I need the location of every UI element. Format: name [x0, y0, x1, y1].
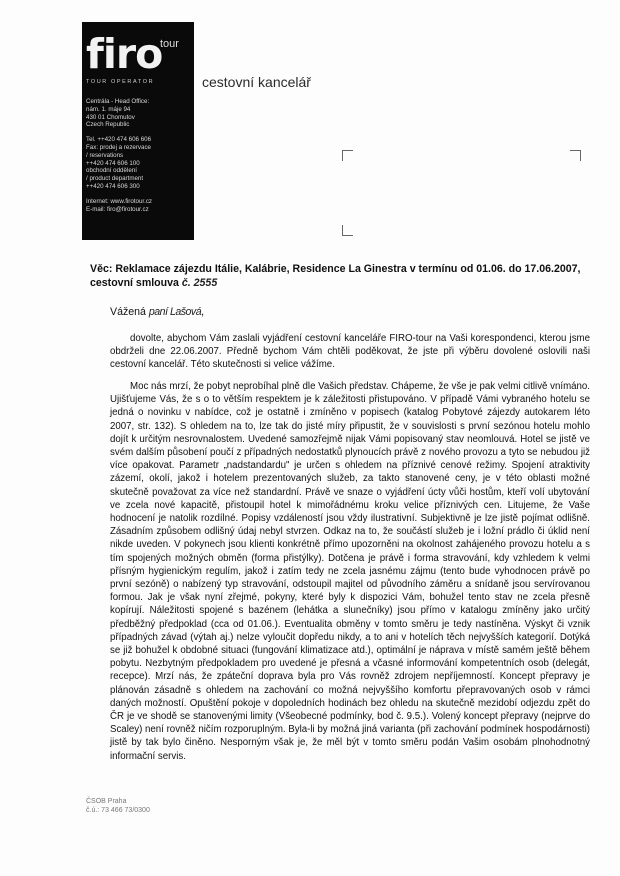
contact-info-spacer — [86, 129, 192, 136]
address-window-corner-mark — [570, 150, 581, 161]
contact-info-line: E-mail: firo@firotour.cz — [86, 205, 149, 213]
contact-info-line: nám. 1. máje 94 — [86, 105, 131, 113]
contact-info-line: Centrála - Head Office: — [86, 98, 150, 105]
company-contact-info — [86, 98, 192, 213]
contact-info-spacer — [86, 191, 192, 198]
contact-info-line: / reservations — [86, 151, 124, 159]
contact-info-line: Czech Republic — [86, 121, 130, 129]
logo-brand: firo — [86, 30, 163, 78]
contact-info-line: Internet: www.firotour.cz — [86, 197, 153, 205]
address-window-corner-mark — [342, 150, 353, 161]
letter-footer — [86, 797, 150, 815]
salutation-prefix: Vážená — [110, 306, 146, 318]
company-logo-block — [82, 22, 194, 240]
contact-info-line: ++420 474 606 300 — [86, 182, 140, 190]
company-tagline: cestovní kancelář — [202, 74, 311, 90]
footer-account: č.ú.: 73 466 73/0300 — [86, 807, 150, 814]
letter-paragraph: Moc nás mrzí, že pobyt neprobíhal plně dle Vašich představ. Chápeme, že vše je pak velmi citlivě vnímáno. Ujišťujeme Vás, že s o to větším respektem je k záležitosti přistupováno. V případě Vámi vybraného hotelu se jedná o novinku v nabídce, což je ostatně i zmíněno v popisech (katalog Pobytové zájezdy autokarem léto 2007, str. 132). S ohledem na to, lze tak do jisté míry připustit, že v souvislosti s první sezónou hotelu mohlo dojít k určitým nesrovnalostem. Uvedené samozřejmě nijak Vámi popisovaný stav neomlouvá. Hotel se jistě ve svém dalším působení poučí z případných nedostatků plynoucích právě z nového provozu a tyto se nebudou již více opakovat. Parametr „nadstandardu" je určen s ohledem na příznivé cenové režimy. Spojení atraktivity zázemí, okolí, jakož i hotelem prezentovaných služeb, za takto stanovené ceny, je v této oblasti možné skutečně považovat za více než standardní. Právě ve snaze o vyjádření úcty vůči hostům, kteří volí ubytování ve zcela nové kapacitě, přistoupil hotel k mimořádnému kroku velice příznivých cen. Litujeme, že Vaše hodnocení je natolik rozdílné. Popisy vzdáleností jsou vždy ilustrativní. Subjektivně je lze jistě pojímat odlišně. Zásadním způsobem odlišný údaj nebyl stvrzen. Odkaz na to, že součástí služeb je i ložní prádlo či úklid není nikde uveden. V pokynech jsou klienti konkrétně přímo upozorněni na okolnost zahájeného provozu hotelu a s tím spojených možných obměn (forma přistýlky). Dotčena je právě i forma stravování, kdy vzhledem k velmi přísným hygienickým regulím, jakož i zatím tedy ne zcela jasnému zájmu (tento bude vyhodnocen právě po první sezóně) o nabízený typ stravování, odstoupil majitel od původního záměru a snídaně jsou servírovanou formou. Jak je však nyní zřejmé, pokyny, které byly k dispozici Vám, bohužel tento stav ne zcela přesně kopírují. Náležitosti spojené s bazénem (lehátka a slunečníky) jsou přímo v katalogu zmíněny jako určitý předběžný předpoklad (cca od 01.06.). Eventualita obměny v tomto směru je tedy nastíněna. Výskyt či vznik případných závad (výtah aj.) nelze vyloučit dopředu nikdy, a to ani v hotelích těch nejvyšších kategorií. Dotýká se již bohužel k obdobné situaci (fungování klimatizace atd.), optimální je náprava v místě samém ještě během pobytu. Nezbytným předpokladem pro uvedené je přesná a včasné informování kompetentních osob (delegát, recepce). Mrzí nás, že zpáteční doprava byla pro Vás rovněž zdrojem nepříjemností. Koncept přepravy je plánován zásadně s ohledem na zachování co možná nejvyššího komfortu přepravovaných osob v rámci daných možností. Opuštění pokoje v dopoledních hodinách bez ohledu na skutečně mezidobí odjezdu zpět do ČR je ve shodě se stanovenými limity (Všeobecné podmínky, bod č. 9.5.). Volený koncept přepravy (nejprve do Scaley) není rovněž ničím rozporuplným. Byla-li by možná jiná varianta (při zachování podmínek hospodárnosti) jistě by tak bylo činěno. Nesporným však je, že měl být v tomto směru podán Vašim osobám plnohodnotný informační servis. — [110, 381, 590, 762]
logo-subtitle: TOUR OPERATOR — [86, 79, 155, 85]
address-window-corner-mark — [342, 225, 353, 236]
contact-info-line: Fax: prodej a rezervace — [86, 143, 151, 151]
contact-info-line: obchodní oddělení — [86, 167, 137, 175]
salutation-suffix: , — [201, 306, 205, 318]
letter-paragraph: dovolte, abychom Vám zaslali vyjádření cestovní kanceláře FIRO-tour na Vaši korespondenci, kterou jsme obdrželi dne 22.06.2007. Předně bychom Vám chtěli poděkovat, že jste při výběru dovolené oslovili naši cestovní kancelář. Této skutečnosti si velice vážíme. — [110, 333, 590, 371]
salutation — [110, 305, 204, 319]
contact-info-line: ++420 474 606 100 — [86, 159, 140, 167]
contact-info-line: Tel. ++420 474 606 606 — [86, 136, 152, 144]
subject-text: Věc: Reklamace zájezdu Itálie, Kalábrie, Residence La Ginestra v termínu od 01.06. do 17.06.2007, cestovní smlouva — [90, 263, 581, 289]
footer-bank: ČSOB Praha — [86, 798, 127, 805]
redacted-contract-number: č. 2555 — [181, 277, 218, 289]
letter-subject — [90, 262, 590, 290]
contact-info-line: 430 01 Chomutov — [86, 113, 135, 121]
redacted-recipient-name: paní Lašová — [148, 306, 202, 318]
contact-info-line: / product department — [86, 175, 144, 183]
logo-brand-small: tour — [160, 38, 179, 50]
